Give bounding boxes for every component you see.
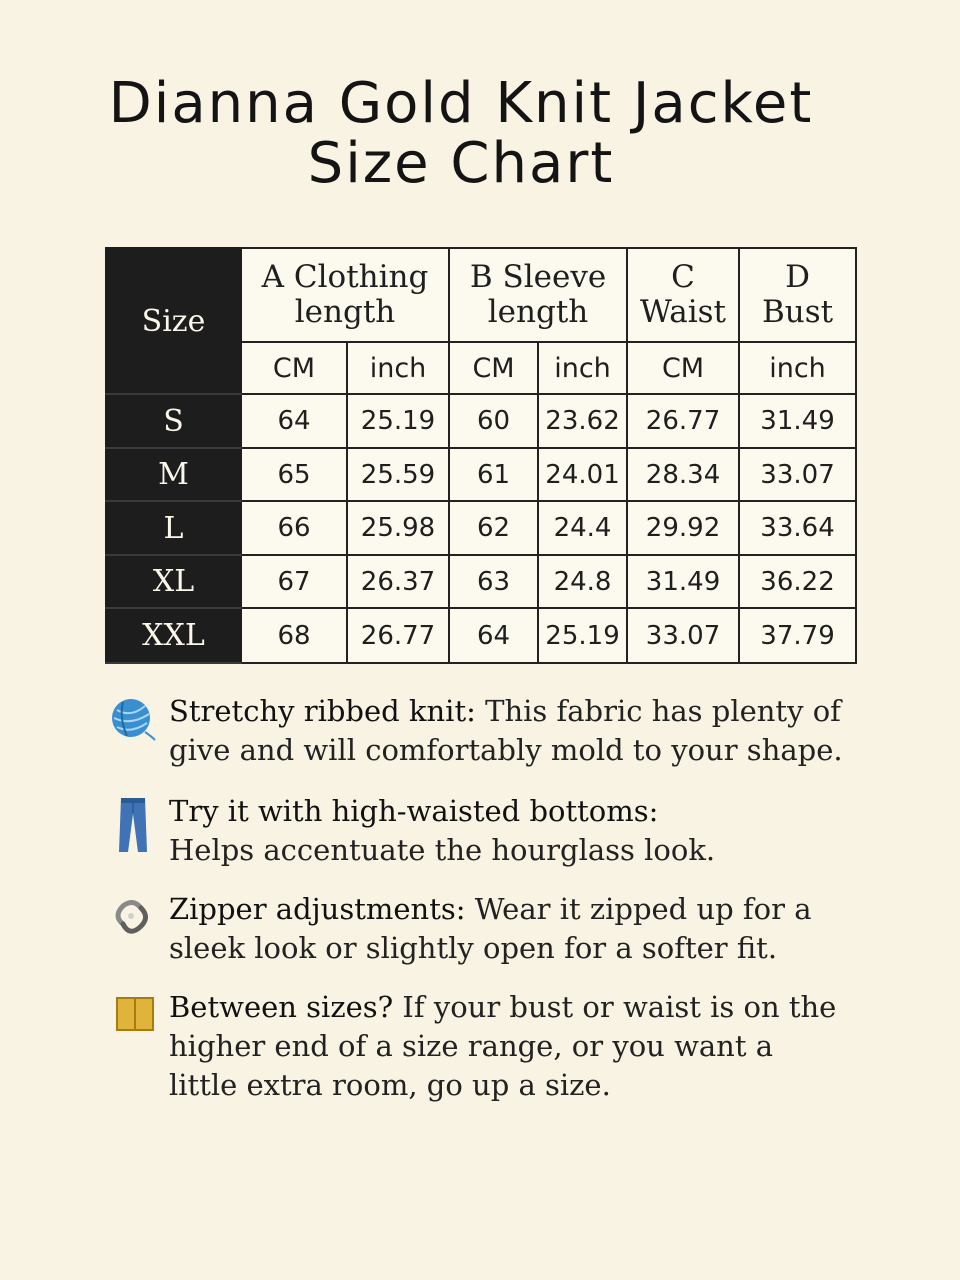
column-header-d: D Bust xyxy=(739,248,856,342)
table-cell: 25.19 xyxy=(347,394,449,448)
size-label: L xyxy=(106,501,241,555)
column-header-a: A Clothing length xyxy=(241,248,449,342)
table-cell: 24.8 xyxy=(538,555,627,608)
notes-list xyxy=(105,692,845,1105)
table-row xyxy=(106,555,856,608)
table-cell: 26.37 xyxy=(347,555,449,608)
table-cell: 33.07 xyxy=(627,608,739,663)
unit-cell: inch xyxy=(347,342,449,394)
header-row xyxy=(106,248,856,342)
page-title xyxy=(0,71,922,196)
table-row xyxy=(106,501,856,555)
table-cell: 23.62 xyxy=(538,394,627,448)
table-cell: 67 xyxy=(241,555,347,608)
note-heading: Stretchy ribbed knit: xyxy=(169,694,476,728)
note-body: If your bust or waist is on the higher end of a size range, or you want a little extra room, go up a size. xyxy=(169,990,837,1102)
unit-cell: CM xyxy=(627,342,739,394)
size-label: M xyxy=(106,448,241,501)
table-cell: 26.77 xyxy=(627,394,739,448)
table-cell: 29.92 xyxy=(627,501,739,555)
note-heading: Zipper adjustments: xyxy=(169,892,466,926)
table-cell: 60 xyxy=(449,394,538,448)
table-cell: 64 xyxy=(449,608,538,663)
unit-cell: CM xyxy=(241,342,347,394)
note-zipper xyxy=(105,890,845,968)
yarn-ball-icon xyxy=(109,696,157,742)
note-stretchy-knit xyxy=(105,692,845,770)
table-cell: 62 xyxy=(449,501,538,555)
table-cell: 31.49 xyxy=(627,555,739,608)
table-cell: 24.01 xyxy=(538,448,627,501)
table-cell: 25.19 xyxy=(538,608,627,663)
table-cell: 36.22 xyxy=(739,555,856,608)
fabric-swatch-icon xyxy=(109,992,157,1038)
table-cell: 24.4 xyxy=(538,501,627,555)
table-cell: 63 xyxy=(449,555,538,608)
table-cell: 61 xyxy=(449,448,538,501)
title-line-1: Dianna Gold Knit Jacket xyxy=(108,71,814,136)
unit-cell: inch xyxy=(538,342,627,394)
note-heading: Try it with high-waisted bottoms: xyxy=(169,794,659,828)
zipper-icon xyxy=(109,894,157,940)
table-row xyxy=(106,608,856,663)
table-cell: 65 xyxy=(241,448,347,501)
table-row xyxy=(106,394,856,448)
size-chart-table xyxy=(105,247,857,664)
table-cell: 33.07 xyxy=(739,448,856,501)
size-label: S xyxy=(106,394,241,448)
note-heading: Between sizes? xyxy=(169,990,394,1024)
jeans-icon xyxy=(109,796,157,842)
table-cell: 33.64 xyxy=(739,501,856,555)
size-column-header: Size xyxy=(106,248,241,394)
note-high-waisted xyxy=(105,792,845,870)
table-cell: 31.49 xyxy=(739,394,856,448)
unit-cell: CM xyxy=(449,342,538,394)
note-body: Helps accentuate the hourglass look. xyxy=(169,833,716,867)
note-body: Wear it zipped up for a sleek look or slightly open for a softer fit. xyxy=(169,892,812,965)
note-body: This fabric has plenty of give and will comfortably mold to your shape. xyxy=(169,694,843,767)
size-label: XL xyxy=(106,555,241,608)
column-header-c: C Waist xyxy=(627,248,739,342)
table-cell: 25.98 xyxy=(347,501,449,555)
table-cell: 68 xyxy=(241,608,347,663)
table-cell: 25.59 xyxy=(347,448,449,501)
table-cell: 28.34 xyxy=(627,448,739,501)
title-line-2: Size Chart xyxy=(307,131,615,196)
table-cell: 37.79 xyxy=(739,608,856,663)
column-header-b: B Sleeve length xyxy=(449,248,627,342)
table-cell: 64 xyxy=(241,394,347,448)
note-between-sizes xyxy=(105,988,845,1105)
unit-cell: inch xyxy=(739,342,856,394)
size-label: XXL xyxy=(106,608,241,663)
table-cell: 26.77 xyxy=(347,608,449,663)
table-cell: 66 xyxy=(241,501,347,555)
table-row xyxy=(106,448,856,501)
